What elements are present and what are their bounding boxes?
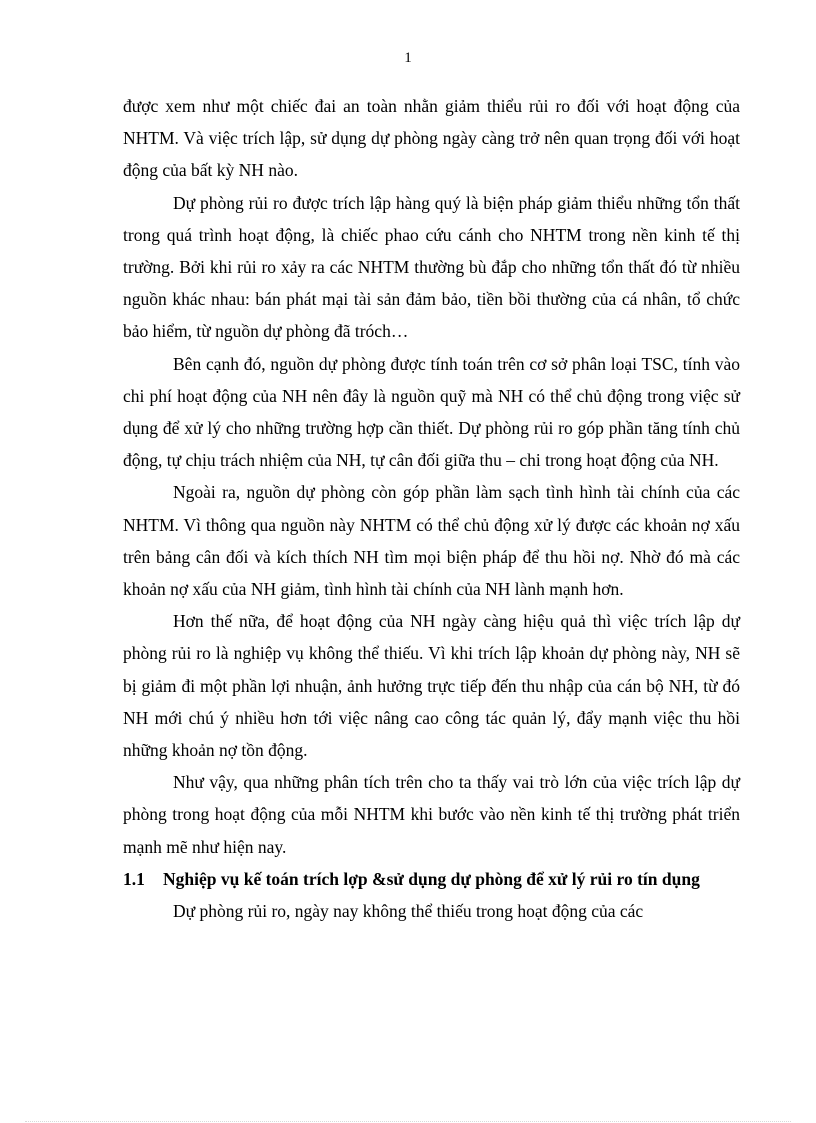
paragraph-4: Ngoài ra, nguồn dự phòng còn góp phần làm sạch tình hình tài chính của các NHTM. Vì thông qua nguồn này NHTM có thể chủ động xử lý được các khoản nợ xấu trên bảng cân đối và kích thích NH tìm mọi biện pháp để thu hồi nợ. Nhờ đó mà các khoản nợ xấu của NH giảm, tình hình tài chính của NH lành mạnh hơn. (123, 482, 740, 600)
section-title: Nghiệp vụ kế toán trích lợp &sử dụng dự phòng để xử lý rủi ro tín dụng (163, 868, 700, 889)
document-body (123, 90, 740, 927)
paragraph-6: Như vậy, qua những phân tích trên cho ta thấy vai trò lớn của việc trích lập dự phòng trong hoạt động của mỗi NHTM khi bước vào nền kinh tế thị trường phát triển mạnh mẽ như hiện nay. (123, 772, 740, 857)
paragraph-2: Dự phòng rủi ro được trích lập hàng quý là biện pháp giảm thiểu những tổn thất trong quá trình hoạt động, là chiếc phao cứu cánh cho NHTM trong nền kinh tế thị trường. Bởi khi rủi ro xảy ra các NHTM thường bù đắp cho những tổn thất đó từ nhiều nguồn khác nhau: bán phát mại tài sản đảm bảo, tiền bồi thường của cá nhân, tổ chức bảo hiểm, từ nguồn dự phòng đã tróch… (123, 192, 740, 342)
section-number: 1.1 (123, 868, 145, 889)
paragraph-5: Hơn thế nữa, để hoạt động của NH ngày càng hiệu quả thì việc trích lập dự phòng rủi ro là nghiệp vụ không thể thiếu. Vì khi trích lập khoản dự phòng này, NH sẽ bị giảm đi một phần lợi nhuận, ảnh hưởng trực tiếp đến thu nhập của cán bộ NH, từ đó NH mới chú ý nhiều hơn tới việc nâng cao công tác quản lý, đẩy mạnh việc thu hồi những khoản nợ tồn động. (123, 611, 740, 761)
paragraph-3: Bên cạnh đó, nguồn dự phòng được tính toán trên cơ sở phân loại TSC, tính vào chi phí hoạt động của NH nên đây là nguồn quỹ mà NH có thể chủ động trong việc sử dụng để xử lý cho những trường hợp cần thiết. Dự phòng rủi ro góp phần tăng tính chủ động, tự chịu trách nhiệm của NH, tự cân đối giữa thu – chi trong hoạt động của NH. (123, 353, 740, 471)
page-number: 1 (404, 50, 412, 66)
page-bottom-divider (25, 1121, 791, 1122)
paragraph-7: Dự phòng rủi ro, ngày nay không thể thiếu trong hoạt động của các (173, 901, 644, 922)
paragraph-1: được xem như một chiếc đai an toàn nhằn giảm thiểu rủi ro đối với hoạt động của NHTM. Và việc trích lập, sử dụng dự phòng ngày càng trở nên quan trọng đối với hoạt động của bất kỳ NH nào. (123, 96, 740, 181)
section-heading (123, 863, 740, 895)
